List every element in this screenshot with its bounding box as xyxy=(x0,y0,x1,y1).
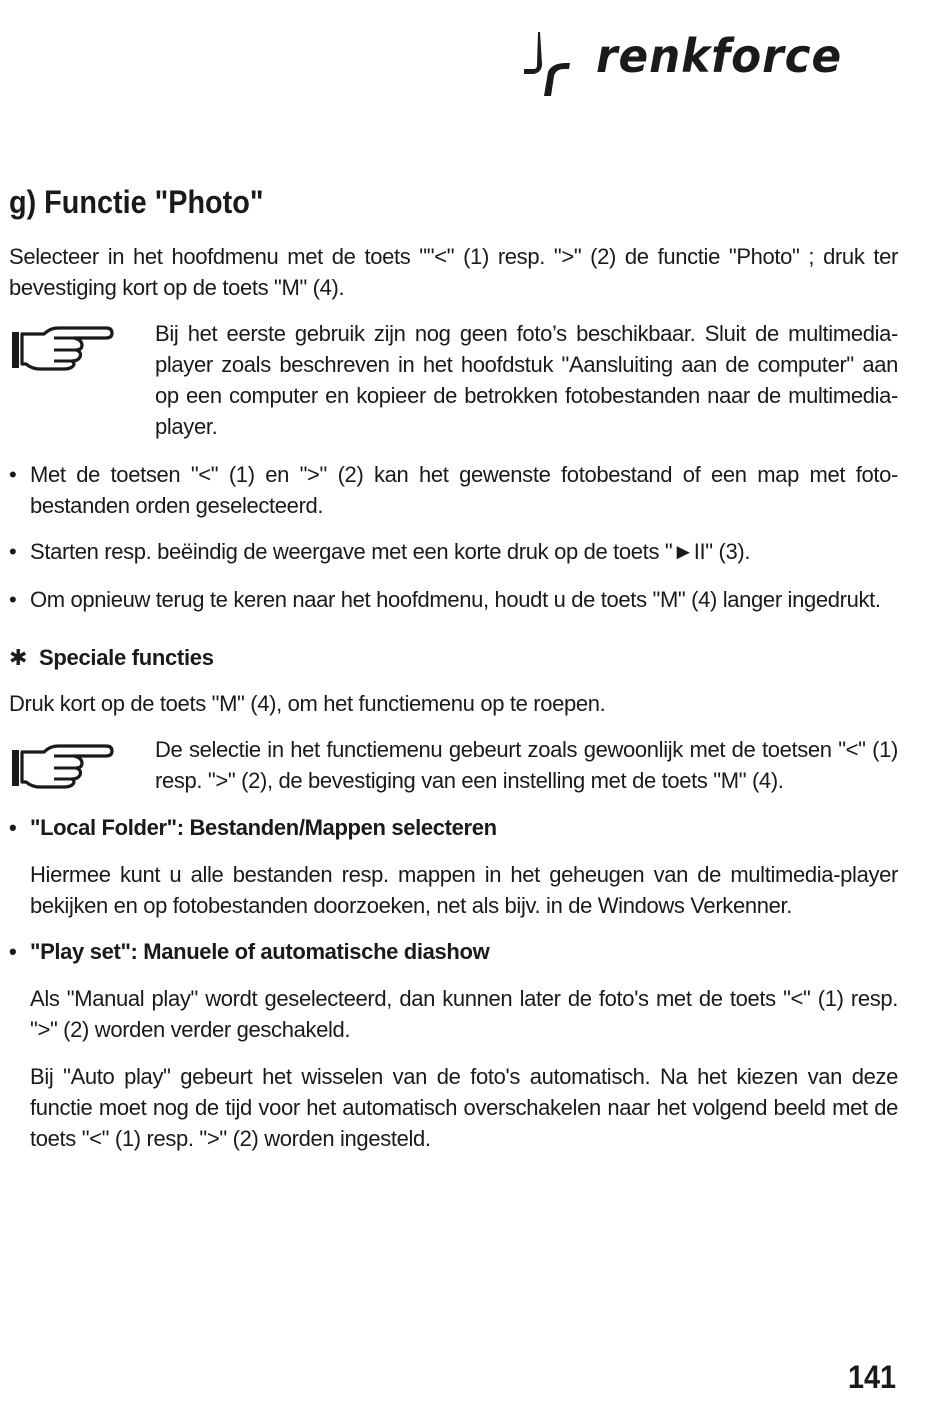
play-set-manual-paragraph: Als "Manual play" wordt geselecteerd, dan kunnen later de foto's met de toets "<" (1) resp. ">" (2) worden verder geschakeld. xyxy=(30,986,898,1042)
bullet-text: Starten resp. beëindig de weergave met een korte druk op de toets "►II" (3). xyxy=(30,539,751,564)
bullet-item xyxy=(9,812,898,843)
logo-mark-icon xyxy=(518,20,588,100)
special-functions-heading xyxy=(9,642,214,673)
bullet-dot: • xyxy=(9,462,17,487)
bullet-item xyxy=(9,584,898,615)
pointing-hand-icon xyxy=(10,322,114,372)
note-menu-selection: De selectie in het functiemenu gebeurt zoals gewoonlijk met de toetsen "<" (1) resp. ">" (2), de bevestiging van een instelling met de toets "M" (4). xyxy=(155,737,898,793)
note-first-use: Bij het eerste gebruik zijn nog geen foto’s beschikbaar. Sluit de multimedia-player zoals beschreven in het hoofdstuk "Aansluiting aan de computer" aan op een computer en kopieer de betrokken fotobestanden naar de multimedia-player. xyxy=(155,321,898,439)
bullet-dot: • xyxy=(9,539,17,564)
special-functions-label: Speciale functies xyxy=(39,645,214,670)
local-folder-paragraph: Hiermee kunt u alle bestanden resp. mappen in het geheugen van de multimedia-player bekijken en op fotobestanden doorzoeken, net als bijv. in de Windows Verkenner. xyxy=(30,862,898,918)
bullet-item xyxy=(9,936,898,967)
bullet-item xyxy=(9,536,898,567)
play-set-heading: "Play set": Manuele of automatische diashow xyxy=(30,939,490,964)
bullet-text: Met de toetsen "<" (1) en ">" (2) kan het gewenste fotobestand of een map met foto-bestanden orden geselecteerd. xyxy=(30,462,898,518)
bullet-dot: • xyxy=(9,939,17,964)
bullet-dot: • xyxy=(9,587,17,612)
local-folder-heading: "Local Folder": Bestanden/Mappen selecteren xyxy=(30,815,497,840)
brand-logo xyxy=(518,20,898,100)
asterisk-icon: ✱ xyxy=(9,645,28,670)
page-number: 141 xyxy=(848,1359,897,1395)
special-intro: Druk kort op de toets "M" (4), om het functiemenu op te roepen. xyxy=(9,691,606,716)
bullet-text: Om opnieuw terug te keren naar het hoofdmenu, houdt u de toets "M" (4) langer ingedrukt. xyxy=(30,587,881,612)
bullet-item xyxy=(9,459,898,521)
pointing-hand-icon xyxy=(10,740,114,790)
section-title: g) Functie "Photo" xyxy=(9,184,264,220)
play-set-auto-paragraph: Bij "Auto play" gebeurt het wisselen van de foto's automatisch. Na het kiezen van deze functie moet nog de tijd voor het automatisch overschakelen naar het volgend beeld met de toets "<" (1) resp. ">" (2) worden ingesteld. xyxy=(30,1064,898,1151)
logo-wordmark: renkforce xyxy=(596,29,843,83)
bullet-dot: • xyxy=(9,815,17,840)
intro-paragraph: Selecteer in het hoofdmenu met de toets ""<" (1) resp. ">" (2) de functie "Photo" ; druk ter bevestiging kort op de toets "M" (4). xyxy=(9,244,898,300)
